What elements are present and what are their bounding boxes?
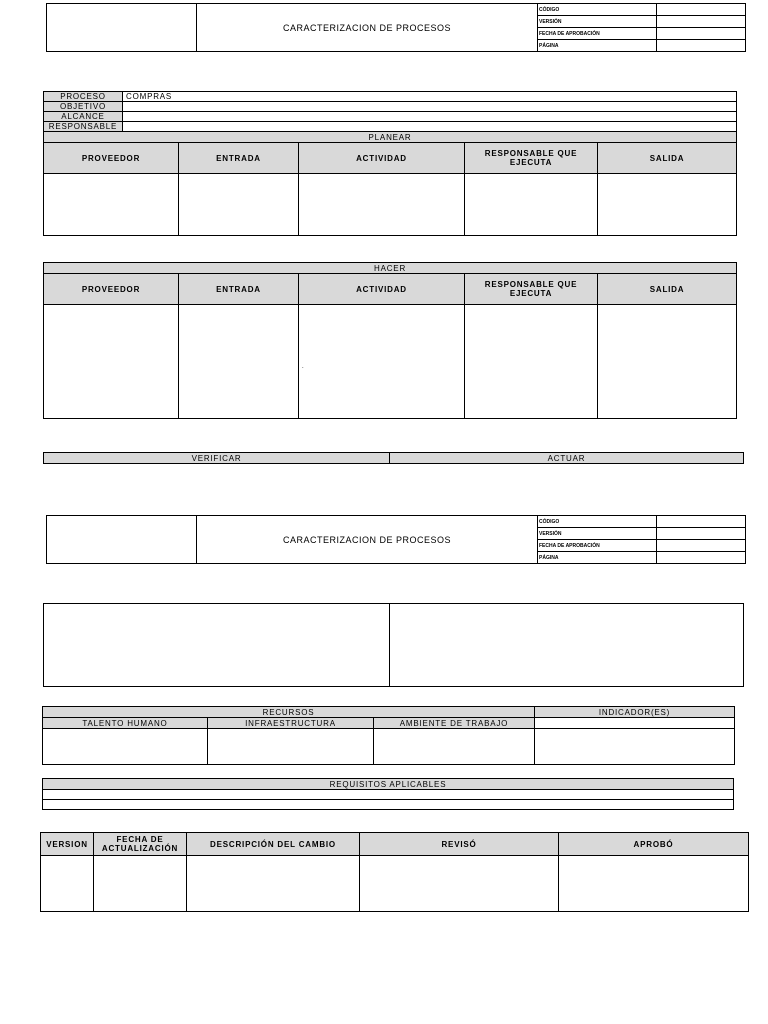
header-field-pagina: PÁGINA — [538, 40, 657, 52]
planear-cell-entrada[interactable] — [179, 174, 299, 236]
verificar-actuar-content — [43, 603, 744, 687]
hacer-cell-actividad[interactable] — [299, 305, 465, 419]
recursos-table — [42, 706, 735, 765]
cambios-col-version: VERSION — [41, 833, 94, 856]
proceso-label: PROCESO — [44, 92, 123, 102]
hacer-col-actividad: ACTIVIDAD — [299, 274, 465, 305]
header-value-codigo[interactable] — [657, 516, 746, 528]
planear-table — [43, 91, 737, 236]
planear-col-responsable: RESPONSABLE QUE EJECUTA — [465, 143, 598, 174]
hacer-cell-salida[interactable] — [598, 305, 737, 419]
requisitos-band: REQUISITOS APLICABLES — [43, 779, 734, 790]
header-field-pagina: PÁGINA — [538, 552, 657, 564]
cambios-col-reviso: REVISÓ — [360, 833, 559, 856]
cambios-cell-fecha[interactable] — [94, 856, 187, 912]
planear-band: PLANEAR — [44, 132, 737, 143]
verificar-actuar-band — [43, 452, 744, 464]
actuar-content[interactable] — [390, 604, 744, 687]
header-value-version[interactable] — [657, 16, 746, 28]
header-field-fecha: FECHA DE APROBACIÓN — [538, 540, 657, 552]
header-value-pagina[interactable] — [657, 552, 746, 564]
hacer-cell-proveedor[interactable] — [44, 305, 179, 419]
indicadores-cell[interactable] — [535, 729, 735, 765]
header-field-codigo: CÓDIGO — [538, 516, 657, 528]
requisitos-table — [42, 778, 734, 810]
cambios-col-descripcion: DESCRIPCIÓN DEL CAMBIO — [187, 833, 360, 856]
indicadores-band: INDICADOR(ES) — [535, 707, 735, 718]
responsable-label: RESPONSABLE — [44, 122, 123, 132]
recursos-cell-talento[interactable] — [43, 729, 208, 765]
hacer-col-entrada: ENTRADA — [179, 274, 299, 305]
stray-mark: . — [302, 364, 304, 370]
recursos-col-infraestructura: INFRAESTRUCTURA — [208, 718, 374, 729]
hacer-cell-entrada[interactable] — [179, 305, 299, 419]
cambios-cell-aprobo[interactable] — [559, 856, 749, 912]
planear-cell-salida[interactable] — [598, 174, 737, 236]
header-value-version[interactable] — [657, 528, 746, 540]
header-field-fecha: FECHA DE APROBACIÓN — [538, 28, 657, 40]
responsable-value[interactable] — [123, 122, 737, 132]
hacer-cell-responsable[interactable] — [465, 305, 598, 419]
hacer-table — [43, 262, 737, 419]
planear-col-entrada: ENTRADA — [179, 143, 299, 174]
cambios-cell-version[interactable] — [41, 856, 94, 912]
header-field-version: VERSIÓN — [538, 16, 657, 28]
indicadores-subheader — [535, 718, 735, 729]
header-title: CARACTERIZACION DE PROCESOS — [197, 516, 538, 564]
header-value-fecha[interactable] — [657, 540, 746, 552]
cambios-cell-descripcion[interactable] — [187, 856, 360, 912]
verificar-content[interactable] — [44, 604, 390, 687]
document-header-bottom — [46, 515, 746, 564]
cambios-table — [40, 832, 749, 912]
header-field-version: VERSIÓN — [538, 528, 657, 540]
planear-cell-proveedor[interactable] — [44, 174, 179, 236]
planear-col-proveedor: PROVEEDOR — [44, 143, 179, 174]
header-field-codigo: CÓDIGO — [538, 4, 657, 16]
recursos-col-ambiente: AMBIENTE DE TRABAJO — [374, 718, 535, 729]
requisitos-row[interactable] — [43, 790, 734, 800]
objetivo-label: OBJETIVO — [44, 102, 123, 112]
hacer-col-responsable: RESPONSABLE QUE EJECUTA — [465, 274, 598, 305]
planear-cell-responsable[interactable] — [465, 174, 598, 236]
alcance-label: ALCANCE — [44, 112, 123, 122]
hacer-col-proveedor: PROVEEDOR — [44, 274, 179, 305]
header-value-codigo[interactable] — [657, 4, 746, 16]
proceso-value[interactable]: COMPRAS — [123, 92, 737, 102]
planear-col-actividad: ACTIVIDAD — [299, 143, 465, 174]
logo-cell — [47, 4, 197, 52]
header-title: CARACTERIZACION DE PROCESOS — [197, 4, 538, 52]
requisitos-row[interactable] — [43, 800, 734, 810]
cambios-col-fecha: FECHA DE ACTUALIZACIÓN — [94, 833, 187, 856]
alcance-value[interactable] — [123, 112, 737, 122]
header-value-pagina[interactable] — [657, 40, 746, 52]
recursos-col-talento: TALENTO HUMANO — [43, 718, 208, 729]
recursos-cell-infraestructura[interactable] — [208, 729, 374, 765]
hacer-band: HACER — [44, 263, 737, 274]
verificar-label: VERIFICAR — [44, 453, 390, 464]
logo-cell — [47, 516, 197, 564]
hacer-col-salida: SALIDA — [598, 274, 737, 305]
actuar-label: ACTUAR — [390, 453, 744, 464]
objetivo-value[interactable] — [123, 102, 737, 112]
header-value-fecha[interactable] — [657, 28, 746, 40]
document-header-top — [46, 3, 746, 52]
cambios-col-aprobo: APROBÓ — [559, 833, 749, 856]
planear-col-salida: SALIDA — [598, 143, 737, 174]
recursos-band: RECURSOS — [43, 707, 535, 718]
planear-cell-actividad[interactable] — [299, 174, 465, 236]
cambios-cell-reviso[interactable] — [360, 856, 559, 912]
recursos-cell-ambiente[interactable] — [374, 729, 535, 765]
